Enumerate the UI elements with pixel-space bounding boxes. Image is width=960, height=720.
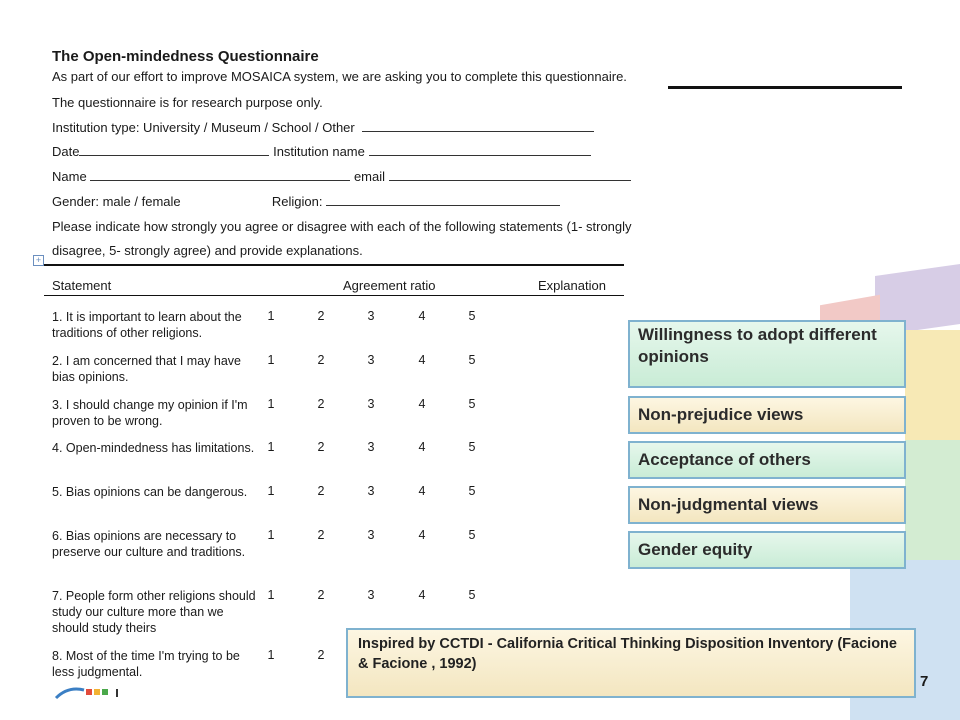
statement-8: 8. Most of the time I'm trying to be less judgmental. <box>52 649 240 679</box>
statement-6: 6. Bias opinions are necessary to preserve our culture and traditions. <box>52 529 246 559</box>
email-blank[interactable] <box>389 169 631 181</box>
institution-type-label: Institution type: University / Museum / School / Other <box>52 120 355 135</box>
name-blank[interactable] <box>90 169 350 181</box>
statement-3: 3. I should change my opinion if I'm proven to be wrong. <box>52 398 248 428</box>
decor-tile-yellow <box>905 330 960 440</box>
rating-option[interactable]: 1 <box>267 588 275 602</box>
questionnaire-title: The Open-mindedness Questionnaire <box>52 48 319 65</box>
statement-1: 1. It is important to learn about the traditions of other religions. <box>52 310 242 340</box>
rating-option[interactable]: 4 <box>418 309 426 323</box>
rating-option[interactable]: 2 <box>317 309 325 323</box>
category-box-acceptance: Acceptance of others <box>628 441 906 479</box>
statement-4: 4. Open-mindedness has limitations. <box>52 441 255 455</box>
rating-option[interactable]: 3 <box>367 588 375 602</box>
rating-option[interactable]: 5 <box>468 588 476 602</box>
date-line <box>52 144 591 159</box>
table-top-rule <box>44 264 624 266</box>
rating-option[interactable]: 5 <box>468 484 476 498</box>
page-number: 7 <box>920 673 929 690</box>
category-box-willingness: Willingness to adopt different opinions <box>628 320 906 388</box>
source-note: Inspired by CCTDI - California Critical Thinking Disposition Inventory (Facione & Facione , 1992) <box>346 628 916 698</box>
rating-option[interactable]: 5 <box>468 440 476 454</box>
rating-option[interactable]: 4 <box>418 528 426 542</box>
rating-option[interactable]: 1 <box>267 353 275 367</box>
religion-blank[interactable] <box>326 194 560 206</box>
rating-option[interactable]: 1 <box>267 397 275 411</box>
rating-option[interactable]: 4 <box>418 588 426 602</box>
gender-line <box>52 194 560 209</box>
institution-type-blank[interactable] <box>362 120 594 132</box>
rating-option[interactable]: 2 <box>317 528 325 542</box>
decor-tile-green <box>905 440 960 560</box>
rating-option[interactable]: 3 <box>367 484 375 498</box>
rating-option[interactable]: 5 <box>468 353 476 367</box>
statement-7: 7. People form other religions should study our culture more than we should study theirs <box>52 589 256 635</box>
rating-option[interactable]: 2 <box>317 353 325 367</box>
email-label: email <box>353 169 386 184</box>
name-line <box>52 169 631 184</box>
name-label: Name <box>52 169 87 184</box>
column-header-explanation: Explanation <box>538 278 606 293</box>
gender-label: Gender: male / female <box>52 194 181 209</box>
rating-option[interactable]: 1 <box>267 648 275 662</box>
rating-option[interactable]: 2 <box>317 484 325 498</box>
rating-option[interactable]: 5 <box>468 528 476 542</box>
date-blank[interactable] <box>79 144 269 156</box>
rating-option[interactable]: 3 <box>367 397 375 411</box>
date-label: Date <box>52 144 80 159</box>
rating-option[interactable]: 4 <box>418 397 426 411</box>
statement-2: 2. I am concerned that I may have bias opinions. <box>52 354 241 384</box>
intro-line-1: As part of our effort to improve MOSAICA system, we are asking you to complete this questionnaire. <box>52 69 627 84</box>
statement-5: 5. Bias opinions can be dangerous. <box>52 485 248 499</box>
institution-type-line <box>52 120 594 135</box>
rating-option[interactable]: 5 <box>468 397 476 411</box>
rating-option[interactable]: 2 <box>317 440 325 454</box>
rating-option[interactable]: 3 <box>367 440 375 454</box>
rating-option[interactable]: 4 <box>418 484 426 498</box>
rating-option[interactable]: 2 <box>317 588 325 602</box>
table-header-rule <box>44 295 624 296</box>
religion-label: Religion: <box>271 194 323 209</box>
institution-name-blank[interactable] <box>369 144 591 156</box>
rating-option[interactable]: 3 <box>367 528 375 542</box>
rating-option[interactable]: 1 <box>267 528 275 542</box>
rating-option[interactable]: 3 <box>367 353 375 367</box>
institution-name-label: Institution name <box>273 144 365 159</box>
rating-option[interactable]: 5 <box>468 309 476 323</box>
category-box-gender-equity: Gender equity <box>628 531 906 569</box>
instructions-line-1: Please indicate how strongly you agree or disagree with each of the following statements (1- strongly <box>52 219 632 234</box>
mosaica-logo-icon <box>54 686 124 700</box>
rating-option[interactable]: 1 <box>267 484 275 498</box>
table-move-handle-icon[interactable]: + <box>33 255 44 266</box>
header-rule <box>668 86 902 89</box>
rating-option[interactable]: 4 <box>418 440 426 454</box>
rating-option[interactable]: 1 <box>267 440 275 454</box>
rating-option[interactable]: 4 <box>418 353 426 367</box>
instructions-line-2: disagree, 5- strongly agree) and provide explanations. <box>52 243 363 258</box>
category-box-non-judgmental: Non-judgmental views <box>628 486 906 524</box>
rating-option[interactable]: 1 <box>267 309 275 323</box>
intro-line-2: The questionnaire is for research purpose only. <box>52 95 323 110</box>
category-box-non-prejudice: Non-prejudice views <box>628 396 906 434</box>
rating-option[interactable]: 2 <box>317 397 325 411</box>
rating-option[interactable]: 3 <box>367 309 375 323</box>
column-header-statement: Statement <box>52 278 112 293</box>
column-header-agreement: Agreement ratio <box>343 278 436 293</box>
rating-option[interactable]: 2 <box>317 648 325 662</box>
